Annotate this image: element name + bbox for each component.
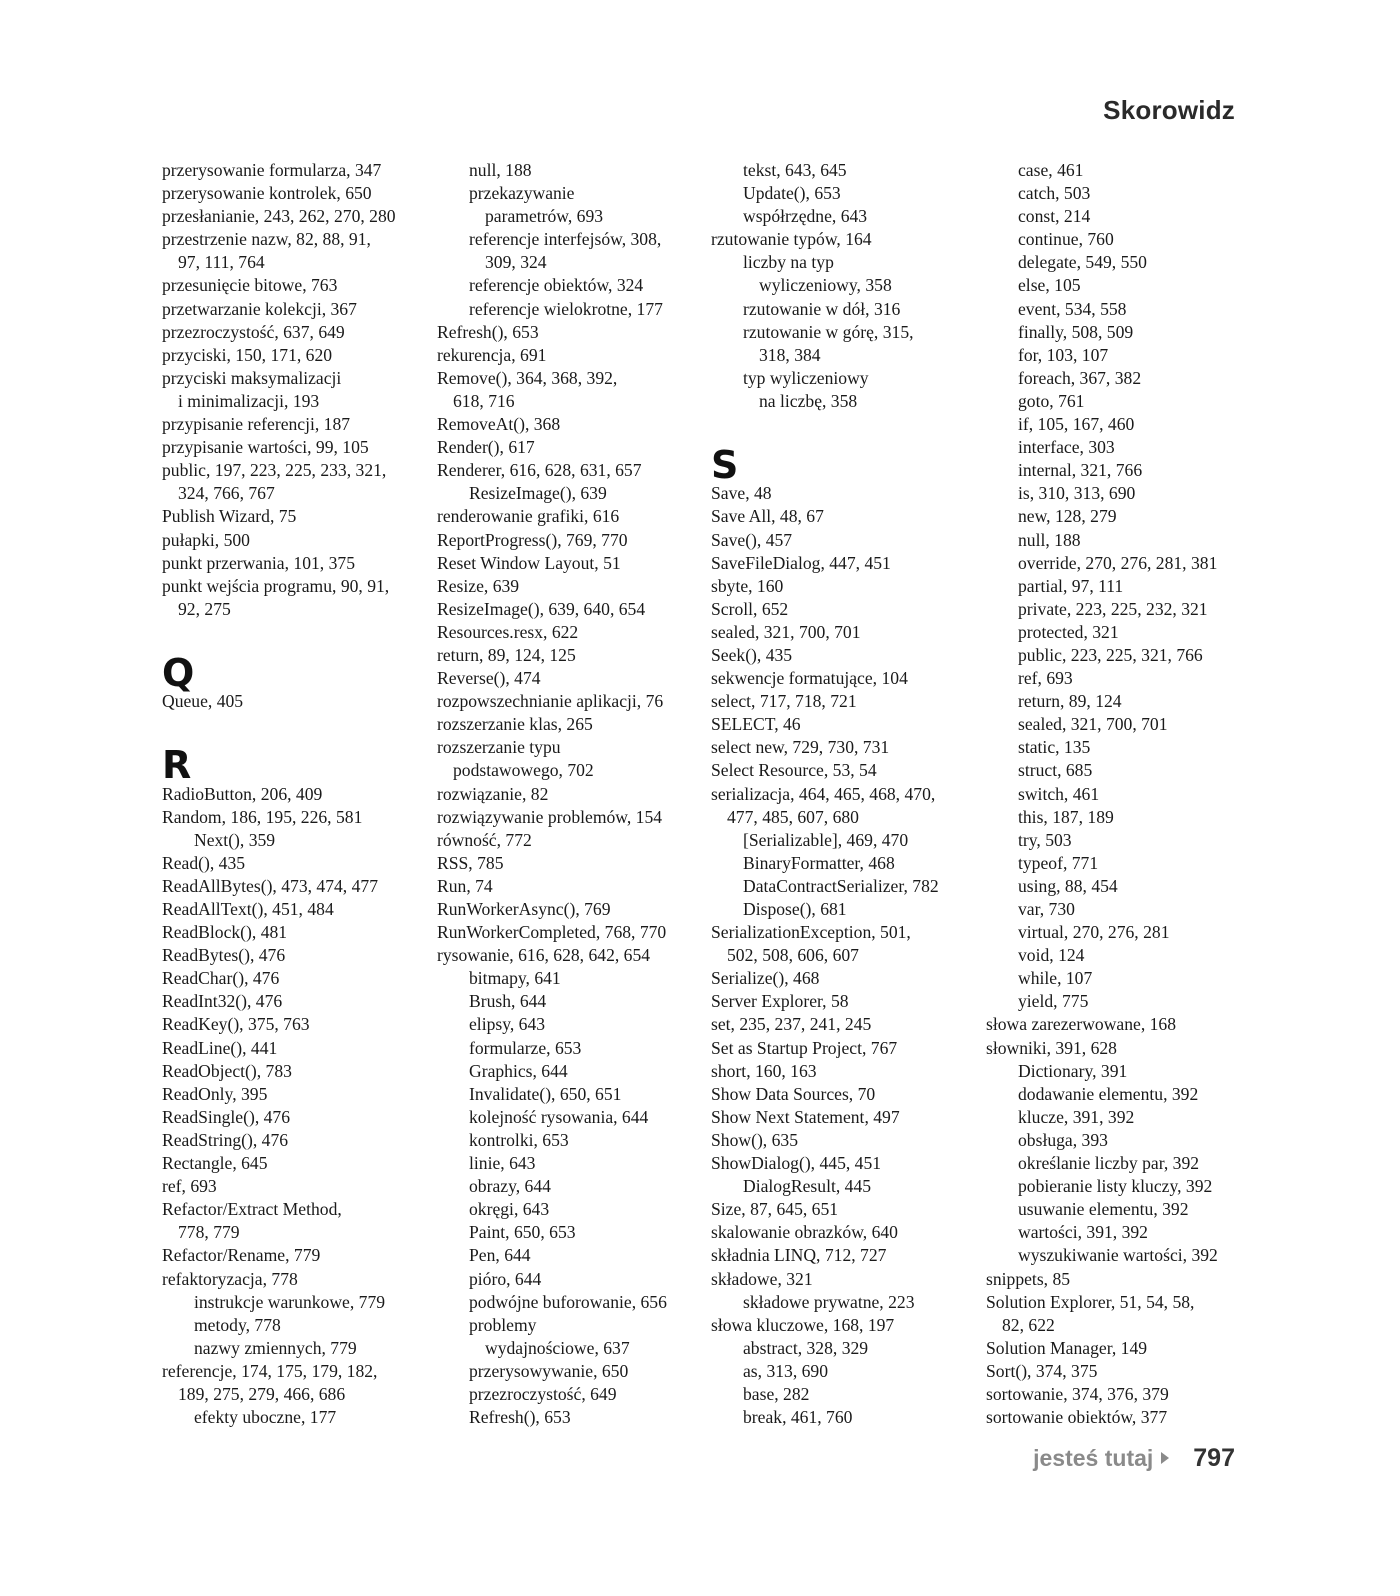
index-subentry: parametrów, 693 (485, 206, 604, 227)
index-subentry: na liczbę, 358 (759, 390, 858, 411)
index-subentry: rzutowanie w dół, 316 (743, 298, 901, 319)
index-subentry: wartości, 391, 392 (1018, 1222, 1148, 1243)
index-subentry: interface, 303 (1018, 437, 1115, 458)
index-subentry: wyszukiwanie wartości, 392 (1018, 1245, 1218, 1266)
index-entry: RSS, 785 (437, 852, 504, 873)
index-entry: przerysowanie formularza, 347 (162, 160, 382, 180)
index-subentry: DialogResult, 445 (743, 1176, 872, 1197)
index-subentry: podstawowego, 702 (453, 760, 594, 781)
index-subentry: problemy (469, 1314, 537, 1335)
index-entry: return, 89, 124, 125 (437, 644, 576, 665)
index-subentry: new, 128, 279 (1018, 506, 1117, 527)
index-entry: przezroczystość, 637, 649 (162, 321, 345, 342)
index-entry: Serialize(), 468 (711, 968, 820, 989)
index-entry: przyciski, 150, 171, 620 (162, 344, 333, 365)
index-subentry: null, 188 (469, 160, 532, 180)
index-entry: Solution Manager, 149 (986, 1337, 1148, 1358)
index-entry: rozszerzanie klas, 265 (437, 714, 593, 735)
index-entry: Save(), 457 (711, 529, 793, 550)
index-entry: ReadString(), 476 (162, 1129, 289, 1150)
index-column-2 (437, 159, 707, 1429)
index-entry: ReadObject(), 783 (162, 1060, 292, 1081)
index-subentry: wydajnościowe, 637 (485, 1337, 630, 1358)
index-entry: Queue, 405 (162, 691, 244, 712)
index-subentry: Brush, 644 (469, 991, 547, 1012)
index-entry: przyciski maksymalizacji (162, 367, 342, 388)
index-column-4 (986, 159, 1256, 1429)
index-subentry: internal, 321, 766 (1018, 460, 1143, 481)
index-entry: ShowDialog(), 445, 451 (711, 1153, 882, 1174)
index-subentry: protected, 321 (1018, 621, 1119, 642)
index-entry: Publish Wizard, 75 (162, 506, 297, 527)
index-subentry: klucze, 391, 392 (1018, 1106, 1135, 1127)
index-entry: Resize, 639 (437, 575, 520, 596)
index-entry: punkt przerwania, 101, 375 (162, 552, 355, 573)
index-entry: składowe, 321 (711, 1268, 813, 1289)
index-subentry: referencje interfejsów, 308, (469, 229, 662, 250)
index-subentry: typ wyliczeniowy (743, 367, 869, 388)
index-subentry: Dispose(), 681 (743, 899, 847, 919)
index-subentry: 618, 716 (453, 390, 515, 411)
index-entry: Set as Startup Project, 767 (711, 1037, 898, 1058)
index-subentry: private, 223, 225, 232, 321 (1018, 598, 1208, 619)
index-subentry: catch, 503 (1018, 183, 1091, 204)
index-entry: RunWorkerCompleted, 768, 770 (437, 922, 667, 943)
index-subentry: i minimalizacji, 193 (178, 390, 320, 411)
index-entry: rozszerzanie typu (437, 737, 561, 758)
index-subentry: delegate, 549, 550 (1018, 252, 1147, 273)
index-entry: Scroll, 652 (711, 598, 789, 619)
index-subentry: referencje wielokrotne, 177 (469, 298, 663, 319)
index-subentry: struct, 685 (1018, 760, 1093, 781)
index-subentry: event, 534, 558 (1018, 298, 1127, 319)
index-entry: Remove(), 364, 368, 392, (437, 367, 618, 388)
index-subentry: virtual, 270, 276, 281 (1018, 922, 1170, 943)
index-subentry: okręgi, 643 (469, 1199, 550, 1220)
index-subentry: ref, 693 (1018, 668, 1073, 689)
index-entry: ReadChar(), 476 (162, 968, 280, 989)
index-entry: RadioButton, 206, 409 (162, 783, 323, 804)
index-entry: rekurencja, 691 (437, 344, 547, 365)
index-entry: sortowanie, 374, 376, 379 (986, 1383, 1169, 1404)
index-entry: przerysowanie kontrolek, 650 (162, 183, 372, 204)
index-entry: przetwarzanie kolekcji, 367 (162, 298, 357, 319)
index-entry: referencje, 174, 175, 179, 182, (162, 1360, 378, 1381)
index-subentry: tekst, 643, 645 (743, 160, 847, 180)
index-entry: Solution Explorer, 51, 54, 58, (986, 1291, 1195, 1312)
index-subentry: nazwy zmiennych, 779 (194, 1337, 357, 1358)
index-entry: Reset Window Layout, 51 (437, 552, 621, 573)
index-entry: Reverse(), 474 (437, 668, 541, 689)
index-entry: skalowanie obrazków, 640 (711, 1222, 898, 1243)
index-entry: Random, 186, 195, 226, 581 (162, 806, 363, 827)
index-subentry: if, 105, 167, 460 (1018, 414, 1135, 435)
index-subentry: 92, 275 (178, 598, 231, 619)
index-entry: Save All, 48, 67 (711, 506, 824, 527)
index-entry: ResizeImage(), 639, 640, 654 (437, 598, 646, 619)
index-subentry: else, 105 (1018, 275, 1081, 296)
index-subentry: sealed, 321, 700, 701 (1018, 714, 1168, 735)
index-subentry: 477, 485, 607, 680 (727, 806, 859, 827)
index-entry: Show(), 635 (711, 1129, 798, 1150)
index-subentry: this, 187, 189 (1018, 806, 1114, 827)
index-subentry: przezroczystość, 649 (469, 1383, 617, 1404)
index-subentry: kolejność rysowania, 644 (469, 1106, 649, 1127)
index-entry: słowniki, 391, 628 (986, 1037, 1117, 1058)
index-entry: ReportProgress(), 769, 770 (437, 529, 628, 550)
index-entry: rzutowanie typów, 164 (711, 229, 872, 250)
page-footer (1033, 1440, 1235, 1476)
spacer (162, 713, 432, 736)
index-entry: snippets, 85 (986, 1268, 1071, 1289)
index-entry: ReadBytes(), 476 (162, 945, 286, 966)
index-entry: SaveFileDialog, 447, 451 (711, 552, 891, 573)
index-entry: Sort(), 374, 375 (986, 1360, 1098, 1381)
index-entry: ref, 693 (162, 1176, 217, 1197)
index-entry: renderowanie grafiki, 616 (437, 506, 620, 527)
index-subentry: 502, 508, 606, 607 (727, 945, 859, 966)
index-entry: Show Data Sources, 70 (711, 1083, 876, 1104)
index-subentry: continue, 760 (1018, 229, 1114, 250)
index-subentry: DataContractSerializer, 782 (743, 875, 939, 896)
index-entry: select, 717, 718, 721 (711, 691, 857, 712)
index-entry: Save, 48 (711, 483, 772, 504)
index-subentry: 778, 779 (178, 1222, 240, 1243)
index-entry: przesunięcie bitowe, 763 (162, 275, 338, 296)
index-subentry: określanie liczby par, 392 (1018, 1153, 1200, 1174)
page-header-title: Skorowidz (1103, 95, 1235, 125)
index-subentry: Graphics, 644 (469, 1060, 568, 1081)
index-entry: słowa zarezerwowane, 168 (986, 1014, 1177, 1035)
index-column-3 (711, 159, 981, 1429)
section-letter: R (162, 743, 192, 788)
index-subentry: obrazy, 644 (469, 1176, 551, 1197)
index-entry: przypisanie wartości, 99, 105 (162, 437, 369, 458)
index-entry: SELECT, 46 (711, 714, 801, 735)
index-subentry: Paint, 650, 653 (469, 1222, 576, 1243)
index-entry: RemoveAt(), 368 (437, 414, 561, 435)
index-entry: sealed, 321, 700, 701 (711, 621, 861, 642)
index-subentry: while, 107 (1018, 968, 1093, 989)
index-entry: Renderer, 616, 628, 631, 657 (437, 460, 642, 481)
index-subentry: Invalidate(), 650, 651 (469, 1083, 622, 1104)
index-subentry: abstract, 328, 329 (743, 1337, 869, 1358)
index-subentry: var, 730 (1018, 899, 1075, 919)
index-entry: rozwiązywanie problemów, 154 (437, 806, 663, 827)
index-entry: set, 235, 237, 241, 245 (711, 1014, 872, 1035)
index-subentry: override, 270, 276, 281, 381 (1018, 552, 1218, 573)
index-entry: Show Next Statement, 497 (711, 1106, 900, 1127)
index-entry: select new, 729, 730, 731 (711, 737, 890, 758)
index-entry: Seek(), 435 (711, 644, 793, 665)
index-column-1 (162, 159, 432, 1429)
index-subentry: Dictionary, 391 (1018, 1060, 1128, 1081)
index-entry: przypisanie referencji, 187 (162, 414, 351, 435)
index-subentry: elipsy, 643 (469, 1014, 546, 1035)
index-subentry: Next(), 359 (194, 829, 276, 850)
index-entry: rozwiązanie, 82 (437, 783, 549, 804)
index-subentry: 189, 275, 279, 466, 686 (178, 1383, 346, 1404)
index-subentry: przerysowywanie, 650 (469, 1360, 629, 1381)
index-entry: SerializationException, 501, (711, 922, 911, 943)
index-subentry: void, 124 (1018, 945, 1085, 966)
index-subentry: foreach, 367, 382 (1018, 367, 1142, 388)
index-subentry: yield, 775 (1018, 991, 1089, 1012)
index-entry: równość, 772 (437, 829, 532, 850)
index-subentry: pobieranie listy kluczy, 392 (1018, 1176, 1213, 1197)
index-subentry: obsługa, 393 (1018, 1129, 1108, 1150)
index-subentry: 324, 766, 767 (178, 483, 275, 504)
index-entry: składnia LINQ, 712, 727 (711, 1245, 887, 1266)
index-subentry: using, 88, 454 (1018, 875, 1118, 896)
index-entry: ReadOnly, 395 (162, 1083, 268, 1104)
index-subentry: efekty uboczne, 177 (194, 1407, 337, 1428)
index-subentry: break, 461, 760 (743, 1407, 853, 1428)
index-entry: ReadInt32(), 476 (162, 991, 283, 1012)
index-entry: serializacja, 464, 465, 468, 470, (711, 783, 936, 804)
index-entry: refaktoryzacja, 778 (162, 1268, 298, 1289)
index-entry: Refactor/Extract Method, (162, 1199, 342, 1220)
index-entry: ReadSingle(), 476 (162, 1106, 291, 1127)
index-entry: sortowanie obiektów, 377 (986, 1407, 1168, 1428)
spacer (162, 621, 432, 644)
index-entry: słowa kluczowe, 168, 197 (711, 1314, 895, 1335)
index-subentry: pióro, 644 (469, 1268, 542, 1289)
index-subentry: wyliczeniowy, 358 (759, 275, 892, 296)
index-subentry: współrzędne, 643 (743, 206, 868, 227)
index-entry: ReadBlock(), 481 (162, 922, 288, 943)
index-subentry: as, 313, 690 (743, 1360, 829, 1381)
index-subentry: przekazywanie (469, 183, 575, 204)
index-entry: przesłanianie, 243, 262, 270, 280 (162, 206, 396, 227)
index-subentry: Pen, 644 (469, 1245, 531, 1266)
index-entry: Resources.resx, 622 (437, 621, 579, 642)
index-subentry: switch, 461 (1018, 783, 1100, 804)
index-entry: sekwencje formatujące, 104 (711, 668, 908, 689)
index-subentry: instrukcje warunkowe, 779 (194, 1291, 386, 1312)
index-subentry: goto, 761 (1018, 390, 1085, 411)
index-subentry: rzutowanie w górę, 315, (743, 321, 914, 342)
index-subentry: Refresh(), 653 (469, 1407, 571, 1428)
section-letter: Q (162, 650, 195, 695)
index-entry: Rectangle, 645 (162, 1153, 268, 1174)
index-entry: Refactor/Rename, 779 (162, 1245, 321, 1266)
arrow-right-icon (1161, 1452, 1169, 1464)
index-entry: Select Resource, 53, 54 (711, 760, 877, 781)
index-subentry: static, 135 (1018, 737, 1091, 758)
index-subentry: partial, 97, 111 (1018, 575, 1124, 596)
index-subentry: podwójne buforowanie, 656 (469, 1291, 667, 1312)
index-entry: rozpowszechnianie aplikacji, 76 (437, 691, 664, 712)
index-subentry: formularze, 653 (469, 1037, 582, 1058)
index-entry: Server Explorer, 58 (711, 991, 849, 1012)
index-subentry: dodawanie elementu, 392 (1018, 1083, 1199, 1104)
index-subentry: linie, 643 (469, 1153, 536, 1174)
index-subentry: typeof, 771 (1018, 852, 1099, 873)
index-entry: sbyte, 160 (711, 575, 784, 596)
index-entry: Render(), 617 (437, 437, 535, 458)
spacer (711, 413, 981, 436)
index-subentry: składowe prywatne, 223 (743, 1291, 915, 1312)
index-subentry: referencje obiektów, 324 (469, 275, 644, 296)
index-subentry: liczby na typ (743, 252, 834, 273)
index-entry: ReadLine(), 441 (162, 1037, 278, 1058)
index-entry: public, 197, 223, 225, 233, 321, (162, 460, 387, 481)
index-entry: ReadKey(), 375, 763 (162, 1014, 310, 1035)
index-entry: Size, 87, 645, 651 (711, 1199, 839, 1220)
index-subentry: public, 223, 225, 321, 766 (1018, 644, 1203, 665)
index-subentry: for, 103, 107 (1018, 344, 1109, 365)
index-entry: przestrzenie nazw, 82, 88, 91, (162, 229, 371, 250)
index-subentry: 82, 622 (1002, 1314, 1055, 1335)
index-subentry: base, 282 (743, 1383, 810, 1404)
index-subentry: return, 89, 124 (1018, 691, 1122, 712)
index-entry: Refresh(), 653 (437, 321, 539, 342)
index-entry: rysowanie, 616, 628, 642, 654 (437, 945, 651, 966)
index-entry: punkt wejścia programu, 90, 91, (162, 575, 390, 596)
index-entry: pułapki, 500 (162, 529, 250, 550)
index-subentry: 318, 384 (759, 344, 821, 365)
index-subentry: Update(), 653 (743, 183, 841, 204)
index-entry: ReadAllText(), 451, 484 (162, 899, 334, 919)
index-subentry: kontrolki, 653 (469, 1129, 569, 1150)
page-number: 797 (1193, 1443, 1235, 1472)
index-subentry: try, 503 (1018, 829, 1072, 850)
index-subentry: 309, 324 (485, 252, 547, 273)
index-subentry: metody, 778 (194, 1314, 281, 1335)
index-entry: short, 160, 163 (711, 1060, 817, 1081)
index-subentry: usuwanie elementu, 392 (1018, 1199, 1189, 1220)
index-subentry: ResizeImage(), 639 (469, 483, 607, 504)
index-entry: Read(), 435 (162, 852, 246, 873)
index-subentry: null, 188 (1018, 529, 1081, 550)
index-subentry: BinaryFormatter, 468 (743, 852, 895, 873)
index-entry: ReadAllBytes(), 473, 474, 477 (162, 875, 378, 896)
index-subentry: case, 461 (1018, 160, 1084, 180)
index-subentry: is, 310, 313, 690 (1018, 483, 1136, 504)
index-subentry: 97, 111, 764 (178, 252, 265, 273)
index-subentry: const, 214 (1018, 206, 1091, 227)
index-entry: Run, 74 (437, 875, 493, 896)
index-subentry: finally, 508, 509 (1018, 321, 1134, 342)
footer-text: jesteś tutaj (1033, 1444, 1154, 1471)
section-letter: S (711, 443, 739, 488)
index-subentry: bitmapy, 641 (469, 968, 561, 989)
index-entry: RunWorkerAsync(), 769 (437, 899, 611, 919)
index-subentry: [Serializable], 469, 470 (743, 829, 909, 850)
